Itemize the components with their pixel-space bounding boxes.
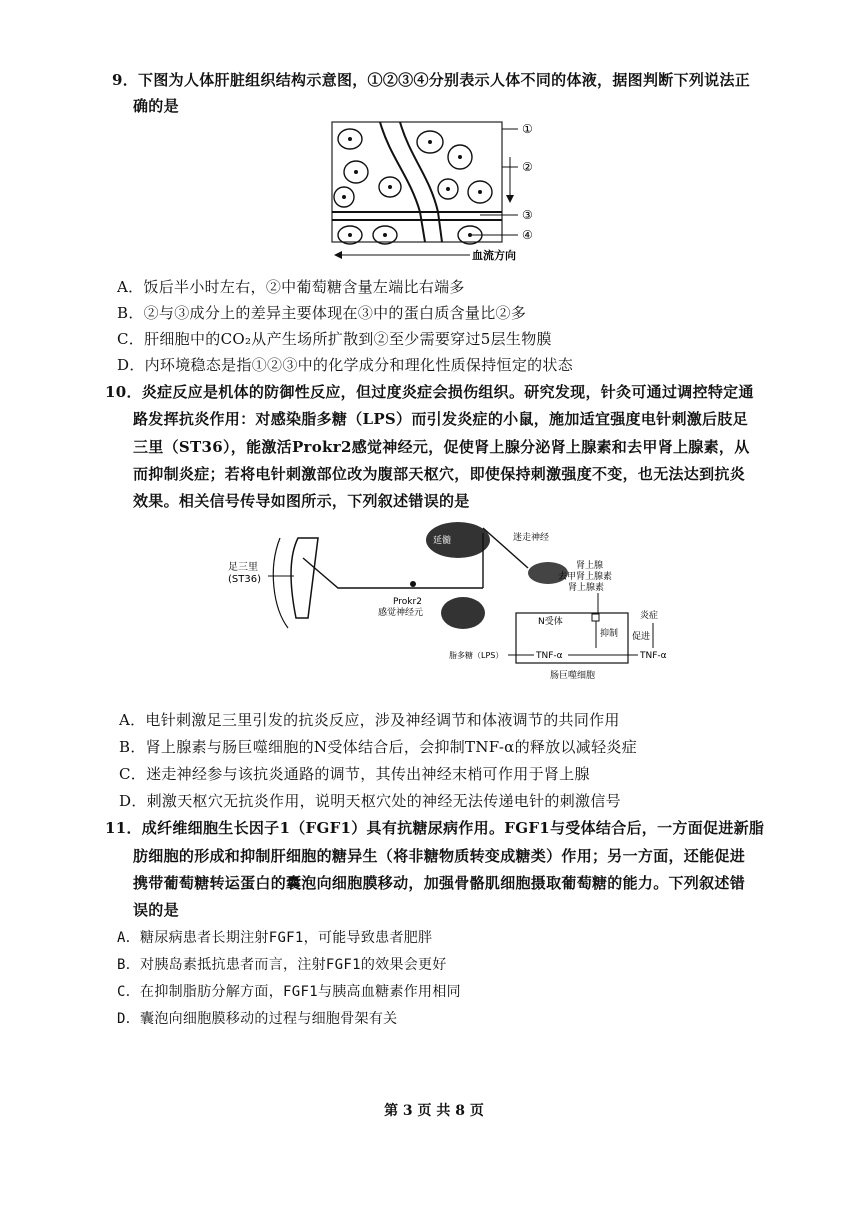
epi-label: 肾上腺素 bbox=[568, 583, 605, 593]
liver-tissue-diagram bbox=[320, 117, 550, 267]
q11-stem-line2: 肪细胞的形成和抑制肝细胞的糖异生（将非糖物质转变成糖类）作用；另一方面，还能促进 bbox=[133, 847, 746, 865]
q10-stem-line3: 三里（ST36），能激活Prokr2感觉神经元，促使肾上腺分泌肾上腺素和去甲肾上腺素，从 bbox=[133, 438, 750, 456]
q10-stem-line2: 路发挥抗炎作用：对感染脂多糖（LPS）而引发炎症的小鼠，施加适宜强度电针刺激后肢足 bbox=[133, 410, 748, 428]
label-2: ② bbox=[522, 160, 533, 174]
tnf-outside-label: TNF-α bbox=[640, 651, 667, 661]
q9-option-d: D．内环境稳态是指①②③中的化学成分和理化性质保持恒定的状态 bbox=[117, 356, 574, 374]
label-4: ④ bbox=[522, 228, 533, 242]
promote-label: 促进 bbox=[632, 632, 651, 642]
vagus-label: 迷走神经 bbox=[513, 533, 550, 543]
leg-outline bbox=[291, 538, 318, 618]
lps-label: 脂多糖（LPS） bbox=[449, 651, 504, 660]
q9-stem-line2: 确的是 bbox=[133, 97, 179, 115]
spinal-cord bbox=[441, 597, 485, 629]
q11-option-a: A．糖尿病患者长期注射FGF1，可能导致患者肥胖 bbox=[117, 930, 433, 946]
n-receptor-label: N受体 bbox=[538, 617, 563, 627]
adrenal-label: 肾上腺 bbox=[576, 561, 604, 571]
sensory-neuron-label: 感觉神经元 bbox=[378, 608, 424, 618]
q9-stem-line1: 9．下图为人体肝脏组织结构示意图，①②③④分别表示人体不同的体液，据图判断下列说法正 bbox=[112, 71, 751, 89]
down-arrow-head bbox=[506, 195, 514, 203]
q11-option-d: D．囊泡向细胞膜移动的过程与细胞骨架有关 bbox=[117, 1011, 398, 1027]
q10-stem-line4: 而抑制炎症；若将电针刺激部位改为腹部天枢穴，即使保持刺激强度不变，也无法达到抗炎 bbox=[133, 465, 746, 483]
label-1: ① bbox=[522, 122, 533, 136]
prokr2-neuron-body bbox=[410, 581, 416, 587]
tnf-inside-label: TNF-α bbox=[536, 651, 563, 661]
q11-option-c: C．在抑制脂肪分解方面，FGF1与胰高血糖素作用相同 bbox=[117, 984, 461, 1000]
blood-flow-arrow-head bbox=[334, 251, 342, 259]
q10-option-b: B．肾上腺素与肠巨噬细胞的N受体结合后，会抑制TNF-α的释放以减轻炎症 bbox=[119, 738, 638, 756]
acupuncture-signal-diagram bbox=[228, 518, 698, 688]
macrophage-label: 肠巨噬细胞 bbox=[550, 671, 596, 681]
inhibit-label: 抑制 bbox=[600, 629, 619, 639]
zusanli-label: 足三里 bbox=[228, 562, 258, 573]
leg-outline-outer bbox=[273, 538, 288, 628]
norepi-label: 去甲肾上腺素 bbox=[558, 572, 613, 582]
inflammation-label: 炎症 bbox=[640, 611, 659, 621]
q10-option-a: A．电针刺激足三里引发的抗炎反应，涉及神经调节和体液调节的共同作用 bbox=[119, 711, 620, 729]
q9-option-a: A．饭后半小时左右，②中葡萄糖含量左端比右端多 bbox=[117, 278, 465, 296]
page-footer: 第 3 页 共 8 页 bbox=[384, 1103, 484, 1119]
capillary-left bbox=[380, 122, 425, 242]
blood-flow-label: 血流方向 bbox=[472, 249, 516, 262]
liver-cells bbox=[334, 129, 492, 244]
sensory-nerve-path bbox=[303, 558, 483, 588]
medulla-label: 延髓 bbox=[433, 536, 452, 546]
q10-option-c: C．迷走神经参与该抗炎通路的调节，其传出神经末梢可作用于肾上腺 bbox=[119, 765, 590, 783]
q10-stem-line5: 效果。相关信号传导如图所示，下列叙述错误的是 bbox=[133, 492, 470, 510]
q11-stem-line4: 误的是 bbox=[133, 901, 179, 919]
q9-option-c: C．肝细胞中的CO₂从产生场所扩散到②至少需要穿过5层生物膜 bbox=[117, 330, 552, 348]
prokr2-label: Prokr2 bbox=[393, 597, 422, 607]
label-3: ③ bbox=[522, 208, 533, 222]
q11-stem-line1: 11．成纤维细胞生长因子1（FGF1）具有抗糖尿病作用。FGF1与受体结合后，一方面促进新脂 bbox=[105, 819, 765, 837]
q11-stem-line3: 携带葡萄糖转运蛋白的囊泡向细胞膜移动，加强骨骼肌细胞摄取葡萄糖的能力。下列叙述错 bbox=[133, 874, 746, 892]
q10-option-d: D．刺激天枢穴无抗炎作用，说明天枢穴处的神经无法传递电针的刺激信号 bbox=[119, 792, 621, 810]
q11-option-b: B．对胰岛素抵抗患者而言，注射FGF1的效果会更好 bbox=[117, 957, 447, 973]
n-receptor-box bbox=[592, 614, 599, 621]
st36-label: (ST36) bbox=[228, 574, 261, 585]
q10-stem-line1: 10．炎症反应是机体的防御性反应，但过度炎症会损伤组织。研究发现，针灸可通过调控特定通 bbox=[105, 383, 754, 401]
q9-option-b: B．②与③成分上的差异主要体现在③中的蛋白质含量比②多 bbox=[117, 304, 527, 322]
